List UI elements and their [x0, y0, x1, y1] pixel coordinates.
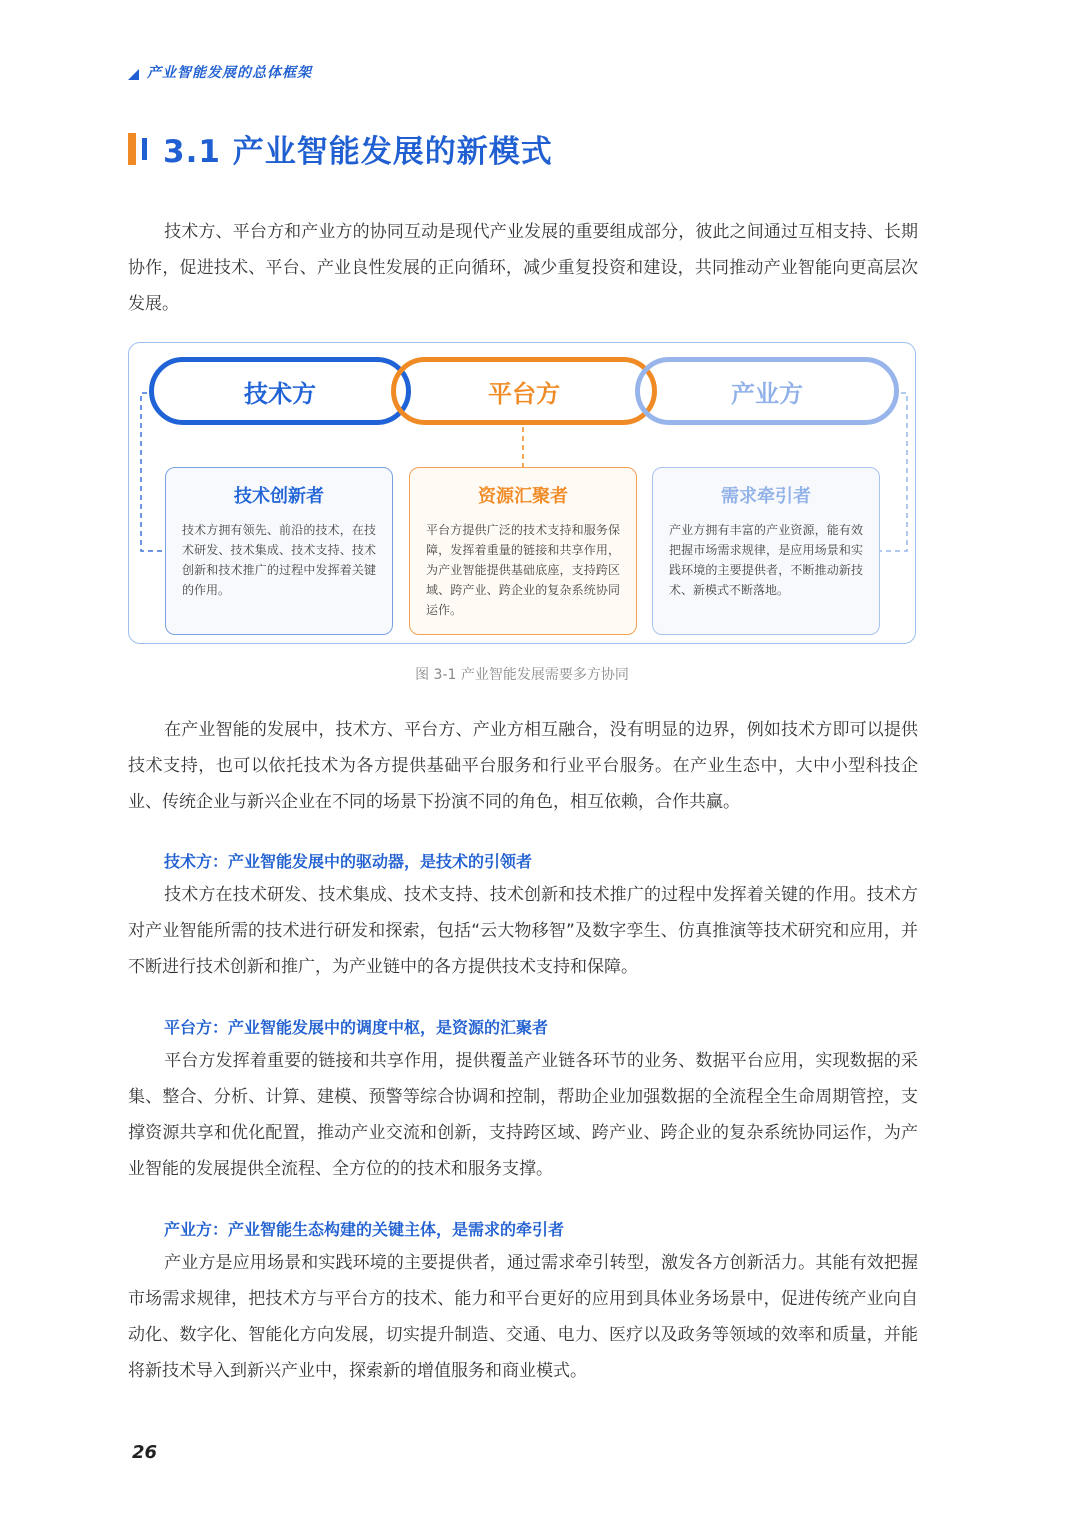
card-body: 产业方拥有丰富的产业资源，能有效把握市场需求规律，是应用场景和实践环境的主要提供者，不断推动新技术、新模式不断落地。 [669, 523, 863, 597]
card-title: 技术创新者 [234, 486, 324, 507]
intro-paragraph: 技术方、平台方和产业方的协同互动是现代产业发展的重要组成部分，彼此之间通过互相支持、长期协作，促进技术、平台、产业良性发展的正向循环，减少重复投资和建设，共同推动产业智能向更高层次发展。 [128, 222, 918, 314]
card-title: 需求牵引者 [721, 486, 811, 507]
industry-role-body: 产业方是应用场景和实践环境的主要提供者，通过需求牵引转型，激发各方创新活力。其能有效把握市场需求规律，把技术方与平台方的技术、能力和平台更好的应用到具体业务场景中，促进传统产业向自动化、数字化、智能化方向发展，切实提升制造、交通、电力、医疗以及政务等领域的效率和质量，并能将新技术导入到新兴产业中，探索新的增值服务和商业模式。 [128, 1253, 918, 1381]
collaboration-figure [128, 342, 916, 644]
section-title [128, 126, 553, 171]
running-header [128, 62, 312, 82]
card-resource-aggregator [409, 467, 637, 635]
card-demand-driver [652, 467, 880, 635]
card-title: 资源汇聚者 [478, 486, 568, 507]
card-body: 技术方拥有领先、前沿的技术，在技术研发、技术集成、技术支持、技术创新和技术推广的过程中发挥着关键的作用。 [182, 523, 376, 597]
running-title: 产业智能发展的总体框架 [147, 65, 312, 81]
platform-role-body: 平台方发挥着重要的链接和共享作用，提供覆盖产业链各环节的业务、数据平台应用，实现数据的采集、整合、分析、计算、建模、预警等综合协调和控制，帮助企业加强数据的全流程全生命周期管控，支撑资源共享和优化配置，推动产业交流和创新，支持跨区域、跨产业、跨企业的复杂系统协同运作，为产业智能的发展提供全流程、全方位的的技术和服务支撑。 [128, 1051, 918, 1179]
pill-industry: 产业方 [635, 357, 899, 425]
page-number: 26 [132, 1442, 158, 1463]
card-body: 平台方提供广泛的技术支持和服务保障，发挥着重量的链接和共享作用，为产业智能提供基础底座，支持跨区域、跨产业、跨企业的复杂系统协同运作。 [426, 523, 620, 617]
platform-role-heading: 平台方：产业智能发展中的调度中枢，是资源的汇聚者 [164, 1018, 549, 1037]
section-title-text: 3.1 产业智能发展的新模式 [163, 134, 553, 170]
integration-paragraph: 在产业智能的发展中，技术方、平台方、产业方相互融合，没有明显的边界，例如技术方即可以提供技术支持，也可以依托技术为各方提供基础平台服务和行业平台服务。在产业生态中，大中小型科技企业、传统企业与新兴企业在不同的场景下扮演不同的角色，相互依赖，合作共赢。 [128, 720, 918, 812]
title-accent-bar-icon [128, 133, 136, 165]
card-tech-innovator [165, 467, 393, 635]
title-accent-bar-small-icon [142, 138, 147, 160]
triangle-icon [128, 69, 139, 80]
industry-role-heading: 产业方：产业智能生态构建的关键主体，是需求的牵引者 [164, 1220, 565, 1239]
tech-role-heading: 技术方：产业智能发展中的驱动器，是技术的引领者 [164, 852, 533, 871]
pill-platform: 平台方 [391, 357, 657, 425]
pill-tech: 技术方 [149, 357, 411, 425]
figure-caption: 图 3-1 产业智能发展需要多方协同 [415, 667, 629, 683]
tech-role-body: 技术方在技术研发、技术集成、技术支持、技术创新和技术推广的过程中发挥着关键的作用。技术方对产业智能所需的技术进行研发和探索，包括“云大物移智”及数字孪生、仿真推演等技术研究和应用，并不断进行技术创新和推广，为产业链中的各方提供技术支持和保障。 [128, 885, 918, 977]
